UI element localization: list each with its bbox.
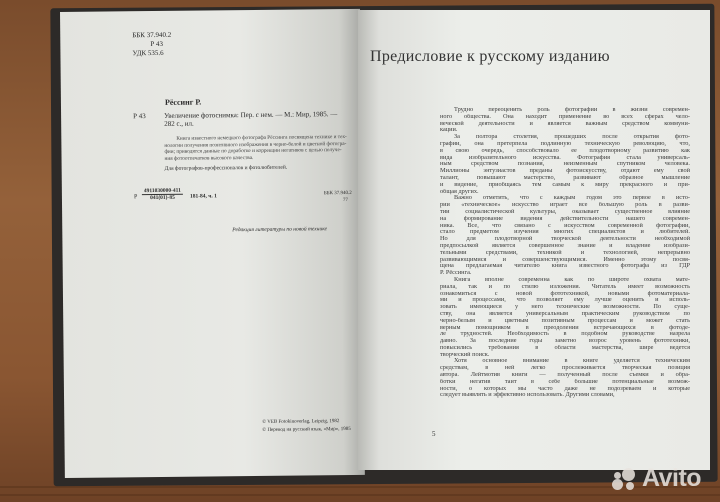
preface-line: Но для плодотворной творческой деятельности необходимой <box>440 236 690 243</box>
preface-line: зовать имеющиеся у него технические возможности. По суще- <box>440 304 690 311</box>
avito-watermark <box>612 464 701 493</box>
abstract-line: ния фотоотпечатков высокого качества. <box>164 154 254 162</box>
preface-line: черно-белым и цветным позитивным процессам и может стать <box>440 317 690 324</box>
preface-line: риала, так и по стилю изложения. Читатель имеет возможность <box>440 283 690 290</box>
preface-line: ознакомиться с новой фототехникой, новыми фотоматериала- <box>440 290 690 297</box>
wood-grain <box>0 494 720 496</box>
preface-line: ным средством познания, неизменным спутником человека. <box>440 161 690 168</box>
audience-note: Для фотографов-профессионалов и фотолюбителей. <box>164 164 288 172</box>
preface-line: ботки негатив таит в себе большие потенциальные возмож- <box>440 378 690 385</box>
editorial-note: Редакция литературы по новой технике <box>232 226 328 234</box>
preface-line: ству, она является универсальным практическим руководством по <box>440 310 690 317</box>
isbn-prefix: Р <box>133 194 138 201</box>
author-code: Р 43 <box>150 39 164 49</box>
preface-line: творческий поиск. <box>440 351 490 358</box>
preface-line: Р. Рёссинга. <box>440 270 472 277</box>
preface-line: предпосылкой является совершенное знание и владение изобрази- <box>440 242 690 249</box>
preface-line: щена предлагаемая читателю книга известного фотографа из ГДР <box>440 263 690 270</box>
preface-line: средствам, в ней легко прослеживается творческая позиция <box>440 365 690 372</box>
avito-wordmark: Avito <box>642 464 702 492</box>
abstract-line: Книга известного немецкого фотографа Рёссинга посвящена технике и тех- <box>176 134 347 142</box>
right-page <box>358 10 710 470</box>
preface-line: в свою очередь, способствовало ее плодотворному развитию как <box>440 147 690 154</box>
isbn-suffix: 181-84, ч. 1 <box>189 193 217 200</box>
copyright-original: © VEB Fotokinoverlag, Leipzig, 1982 <box>262 419 340 425</box>
preface-line: давно. За последние годы заметно возрос уровень фототехники, <box>440 338 690 345</box>
preface-line: повысились требования в области мастерства, шире ведется <box>440 344 690 351</box>
author-name: Рёссинг Р. <box>164 97 202 107</box>
preface-line: тии социалистической культуры, оказывает существенное влияние <box>440 208 690 215</box>
page-number: 5 <box>432 430 436 438</box>
preface-line: развивающимися и совершенствующимися. Именно этому посвя- <box>440 256 690 263</box>
preface-line: За полтора столетия, прошедших после открытия фото- <box>454 134 690 141</box>
preface-line: общая других. <box>440 188 479 195</box>
preface-line: вида изобразительного искусства. Фотография стала универсаль- <box>440 154 690 161</box>
preface-text <box>440 107 690 399</box>
preface-line: автора. Лейтмотив книги — полученный после съемки и обра- <box>440 372 690 379</box>
copyright-translation: © Перевод на русский язык, «Мир», 1985 <box>262 426 351 433</box>
left-page <box>60 9 365 478</box>
catalog-title: Увеличение фотоснимка: Пер. с нем. — М.: Мир, 1985. — <box>164 110 338 120</box>
isbn-denominator: 041(01)-85 <box>150 194 175 202</box>
preface-line: веческой деятельности и является важным средством коммуни- <box>440 120 690 127</box>
catalog-code: Р 43 <box>133 112 146 121</box>
preface-line: Трудно переоценить роль фотографии в жизни современ- <box>454 107 690 113</box>
isbn-fraction <box>142 188 183 201</box>
preface-line: ности, о которых мы часто даже не подозреваем и которые <box>440 385 690 392</box>
bbk-right: ББК 37.940.2 <box>323 190 352 197</box>
preface-line: следует выявлять и эффективно использовать. Другими словами, <box>440 392 615 399</box>
page-heading: Предисловие к русскому изданию <box>370 48 610 65</box>
catalog-pages: 282 с., ил. <box>164 119 194 128</box>
abstract-line: нологии получения позитивного изображения в черно-белой и цветной фотогра- <box>164 140 347 149</box>
preface-line: и видение, приобщаясь тем самым к миру прекрасного и при- <box>440 181 690 188</box>
preface-line: рии «техническое» искусство играет все большую роль в разви- <box>440 202 690 209</box>
preface-line: Книга вполне современна как по широте охвата мате- <box>454 276 690 283</box>
preface-line: на формирование видения действительности нашего современ- <box>440 215 690 222</box>
preface-line: кации. <box>440 127 458 134</box>
preface-line: тельными средствами, техникой и технологией, непрерывно <box>440 249 690 256</box>
abstract-line: фии; приводятся данные по доработке и коррекции негативов с целью получе- <box>164 147 342 155</box>
isbn-numerator: 4911030000-411 <box>142 188 183 195</box>
abstract <box>164 134 374 162</box>
preface-line: стало предметом изучения многих специалистов и любителей. <box>440 229 690 236</box>
bbk-right-code: 77 <box>342 197 349 204</box>
preface-line: талант, повышают мастерство, развивают образное мышление <box>440 174 690 181</box>
preface-line: графии, она претерпела подлинную техническую революцию, что, <box>440 140 690 147</box>
preface-line: ле трудностей. Необходимость в подобном руководстве назрела <box>440 331 690 338</box>
preface-line: ника. Все, что связано с искусством современной фотографии, <box>440 222 690 229</box>
bbk-code: ББК 37.940.2 <box>132 30 172 40</box>
preface-line: Миллионы энтузиастов преданы фотоискусству, отдают ему свой <box>440 168 690 175</box>
udk-code: УДК 535.6 <box>132 48 164 58</box>
avito-logo-icon <box>612 468 638 490</box>
preface-line: ми и процессами, что позволяет ему лучше оценить и исполь- <box>440 297 690 304</box>
preface-line: Хотя основное внимание в книге уделяется техническим <box>454 358 690 365</box>
preface-line: ного общества. Она находит применение во всех сферах чело- <box>440 113 690 120</box>
preface-line: верным помощником в преодолении встречающихся в фотоде- <box>440 324 690 331</box>
preface-line: Важно отметить, что с каждым годом это первое в исто- <box>454 195 690 202</box>
